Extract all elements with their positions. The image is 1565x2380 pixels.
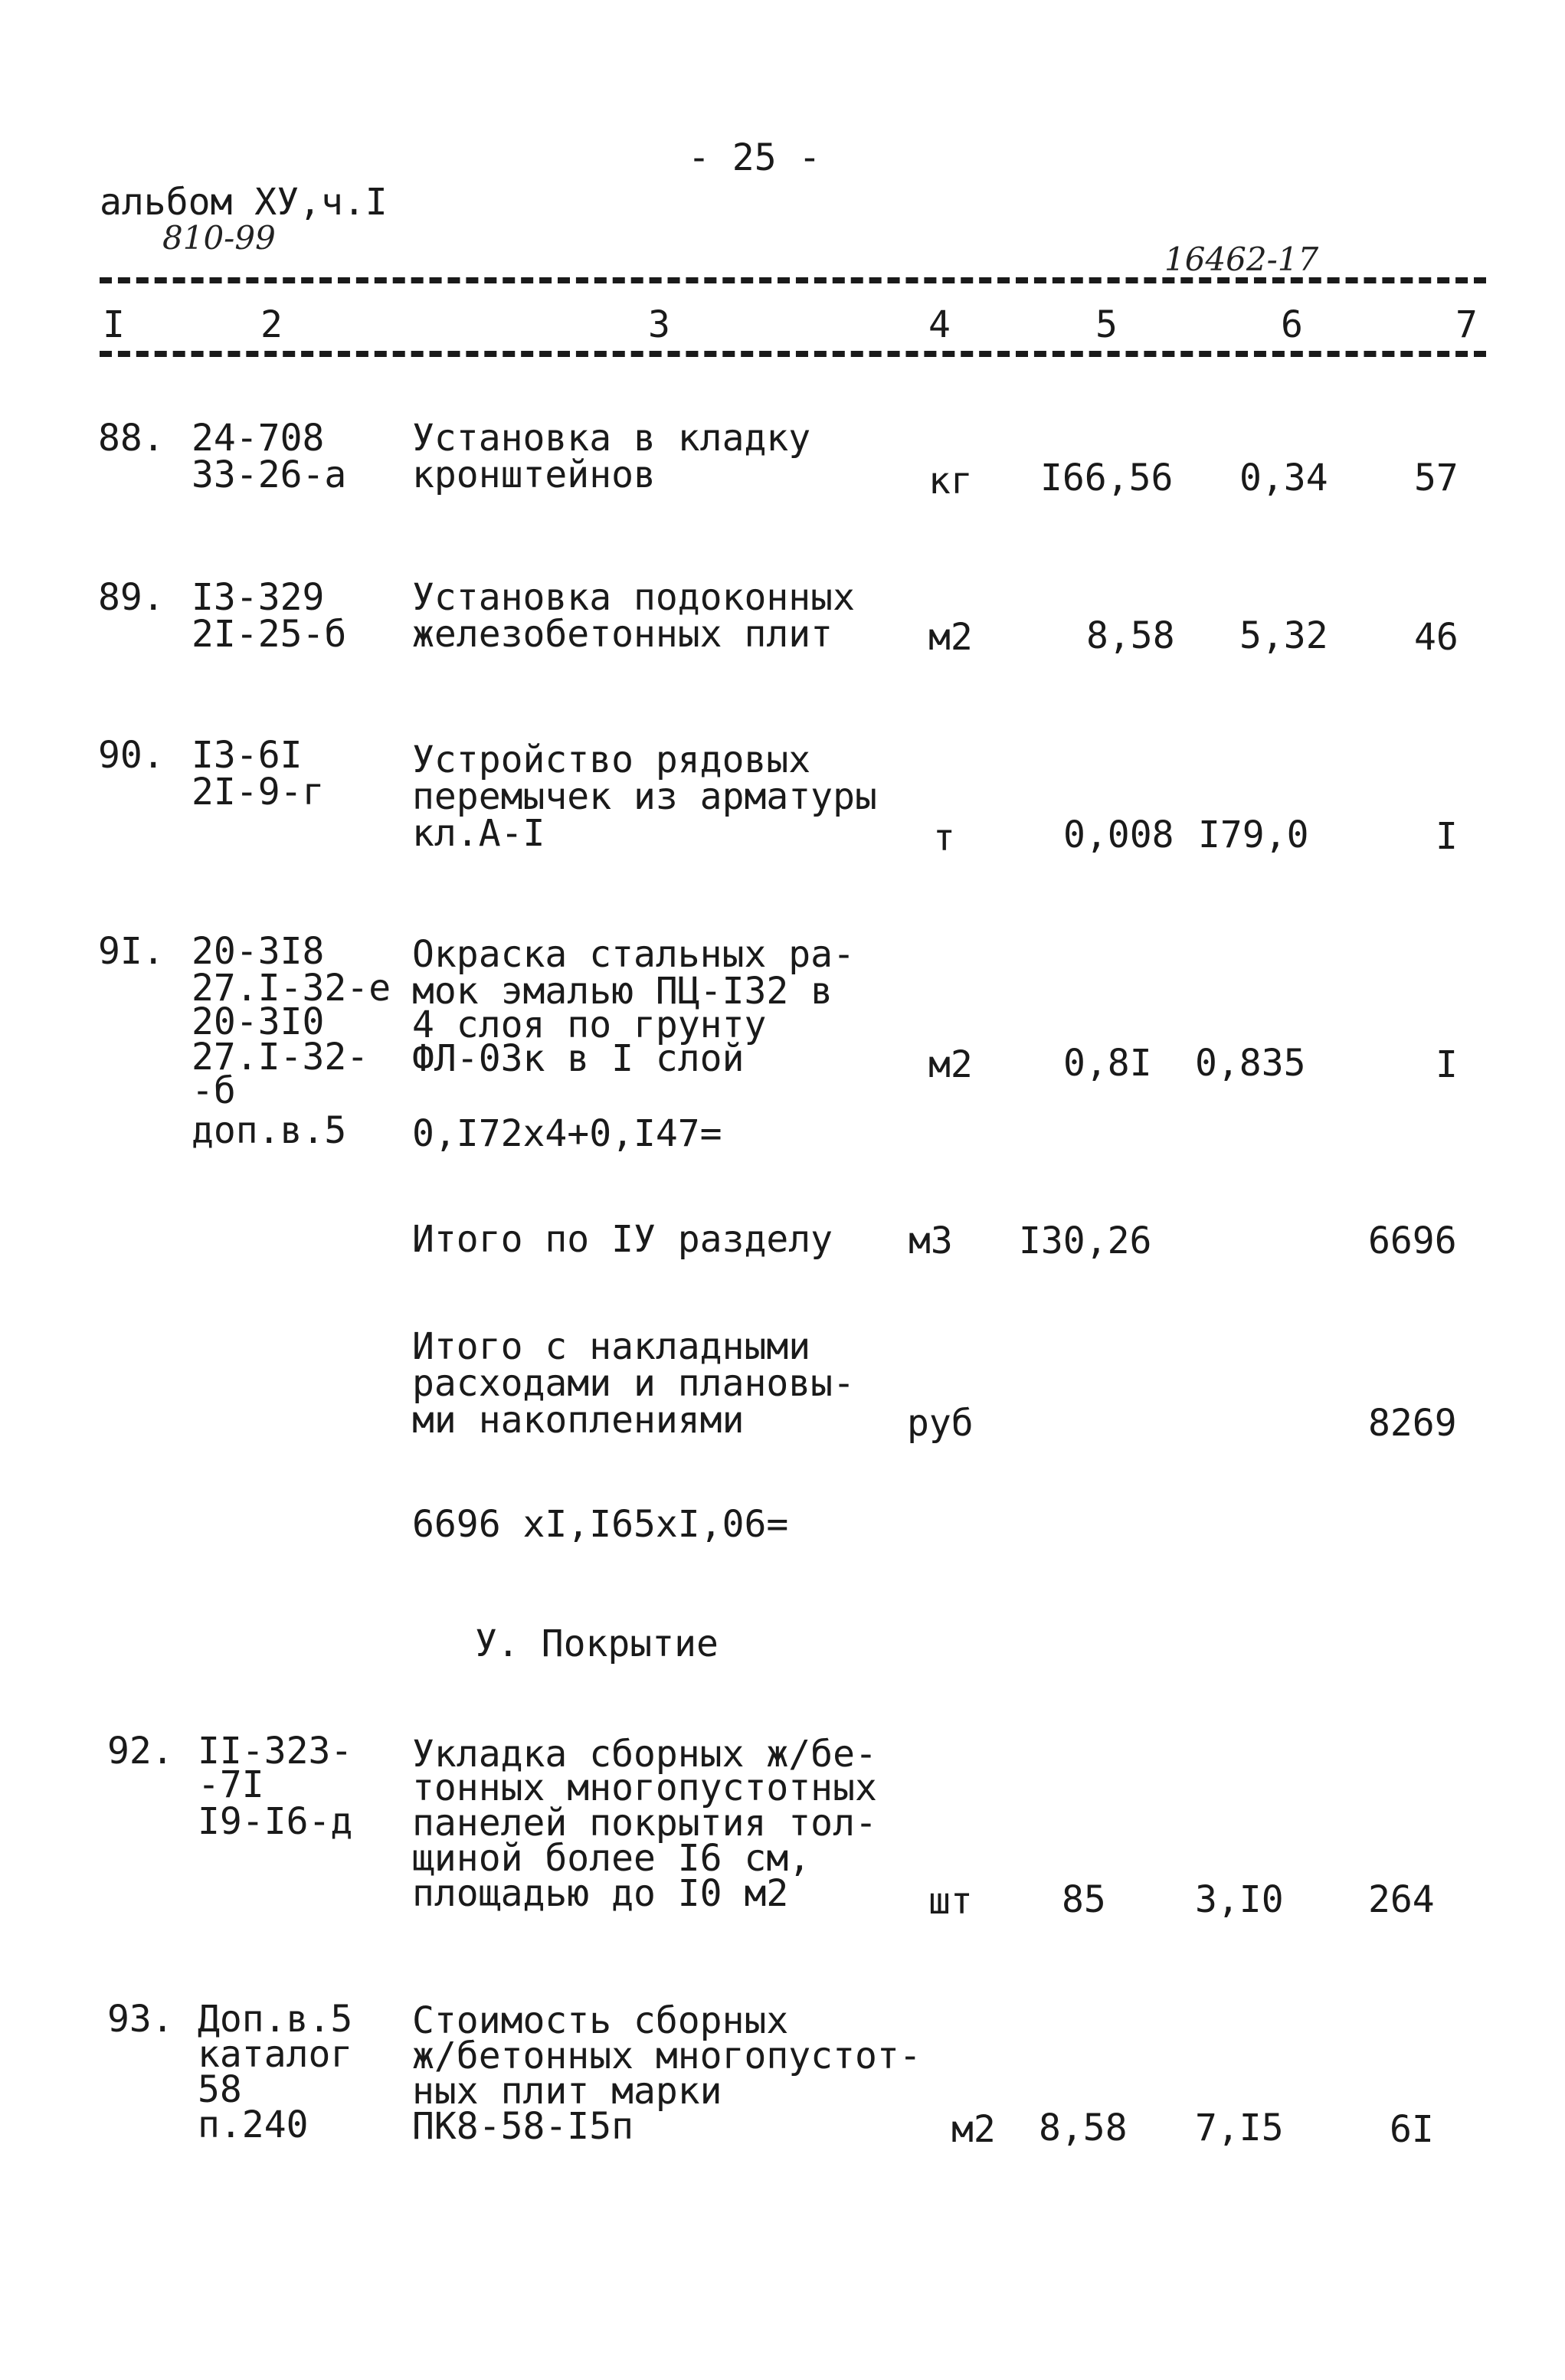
total-unit: м3 <box>909 1219 953 1262</box>
column-header-1: I <box>103 303 125 346</box>
row-code: 27.I-32- <box>192 1036 369 1079</box>
row-code: 20-3I8 <box>192 930 325 973</box>
total-sum: 8269 <box>1368 1402 1457 1445</box>
section-heading: У. Покрытие <box>475 1622 719 1665</box>
row-total: I <box>1436 815 1458 858</box>
row-number: 90. <box>98 734 165 777</box>
row-description: ж/бетонных многопустот- <box>412 2035 922 2077</box>
row-unit-price: 7,I5 <box>1195 2107 1284 2149</box>
row-description: железобетонных плит <box>412 613 833 656</box>
row-code: 33-26-а <box>192 453 347 496</box>
row-description: площадью до I0 м2 <box>412 1872 789 1915</box>
row-number: 9I. <box>98 930 165 973</box>
row-code: -б <box>192 1069 236 1112</box>
row-unit: м2 <box>928 616 973 659</box>
total-label: расходами и плановы- <box>412 1362 855 1405</box>
row-total: 57 <box>1414 457 1459 499</box>
row-unit: кг <box>928 460 973 503</box>
row-number: 92. <box>107 1730 174 1773</box>
row-unit: т <box>933 817 955 859</box>
row-unit-price: 0,835 <box>1195 1042 1306 1085</box>
album-reference: альбом ХУ,ч.I <box>100 181 388 224</box>
row-unit: шт <box>928 1880 973 1923</box>
row-quantity: 85 <box>1062 1878 1106 1921</box>
row-description: перемычек из арматуры <box>412 775 877 818</box>
total-label: Итого с накладными <box>412 1325 811 1368</box>
row-description: ных плит марки <box>412 2070 722 2113</box>
row-code: I3-329 <box>192 576 325 619</box>
row-description: 4 слоя по грунту <box>412 1003 767 1046</box>
row-code: II-323- <box>198 1730 353 1773</box>
row-quantity: 0,008 <box>1063 814 1174 856</box>
row-total: 6I <box>1390 2108 1434 2151</box>
row-description: кронштейнов <box>412 453 656 496</box>
row-number: 88. <box>98 417 165 460</box>
row-unit-price: 5,32 <box>1239 614 1328 657</box>
column-header-3: 3 <box>648 303 670 346</box>
row-code: 27.I-32-е <box>192 967 391 1010</box>
row-total: 46 <box>1414 616 1459 659</box>
column-header-7: 7 <box>1455 303 1478 346</box>
row-unit-price: 0,34 <box>1239 457 1328 499</box>
row-unit-price: I79,0 <box>1198 814 1309 856</box>
row-number: 89. <box>98 576 165 619</box>
row-quantity: I66,56 <box>1040 457 1174 499</box>
row-description: Стоимость сборных <box>412 1999 789 2042</box>
row-number: 93. <box>107 1998 174 2041</box>
row-code: 20-3I0 <box>192 1000 325 1043</box>
row-code: 2I-9-г <box>192 771 325 814</box>
row-code: 24-708 <box>192 417 325 460</box>
row-code: 2I-25-б <box>192 613 347 656</box>
column-header-4: 4 <box>928 303 951 346</box>
row-description: Установка в кладку <box>412 417 811 460</box>
row-description: Укладка сборных ж/бе- <box>412 1733 877 1776</box>
total-sum: 6696 <box>1368 1219 1457 1262</box>
row-description: Устройство рядовых <box>412 738 811 781</box>
row-code: доп.в.5 <box>192 1109 347 1152</box>
row-code: I3-6I <box>192 734 303 777</box>
row-description: панелей покрытия тол- <box>412 1802 877 1845</box>
row-total: 264 <box>1368 1878 1435 1921</box>
handwritten-note-right: 16462-17 <box>1164 241 1319 278</box>
handwritten-note-left: 810-99 <box>162 219 276 257</box>
row-unit: м2 <box>951 2108 996 2151</box>
total-quantity: I30,26 <box>1019 1219 1152 1262</box>
row-description: щиной более I6 см, <box>412 1837 811 1880</box>
row-code: -7I <box>198 1763 264 1806</box>
total-formula: 6696 xI,I65xI,06= <box>412 1503 789 1546</box>
row-total: I <box>1436 1043 1458 1086</box>
row-quantity: 8,58 <box>1039 2107 1128 2149</box>
row-code: Доп.в.5 <box>198 1998 353 2041</box>
row-description: тонных многопустотных <box>412 1766 877 1809</box>
row-code: каталог <box>198 2033 353 2076</box>
row-description: мок эмалью ПЦ-I32 в <box>412 970 833 1013</box>
total-label: ми накоплениями <box>412 1399 745 1442</box>
row-description: ФЛ-03к в I слой <box>412 1037 745 1080</box>
total-label: Итого по IУ разделу <box>412 1218 833 1261</box>
column-header-2: 2 <box>260 303 283 346</box>
column-header-underline <box>100 351 1486 357</box>
total-unit: руб <box>907 1402 974 1445</box>
header-divider <box>100 277 1486 283</box>
row-description: Установка подоконных <box>412 576 855 619</box>
row-formula: 0,I72x4+0,I47= <box>412 1112 722 1155</box>
row-code: 58 <box>198 2068 242 2111</box>
row-unit-price: 3,I0 <box>1195 1878 1284 1921</box>
column-header-6: 6 <box>1281 303 1303 346</box>
column-header-5: 5 <box>1095 303 1118 346</box>
row-quantity: 0,8I <box>1063 1042 1152 1085</box>
row-quantity: 8,58 <box>1086 614 1175 657</box>
row-description: кл.А-I <box>412 812 545 855</box>
row-code: п.240 <box>198 2103 309 2146</box>
row-description: ПК8-58-I5п <box>412 2105 634 2148</box>
row-description: Окраска стальных ра- <box>412 933 855 976</box>
row-code: I9-I6-д <box>198 1800 353 1843</box>
row-unit: м2 <box>928 1043 973 1086</box>
page-number: - 25 - <box>688 136 821 179</box>
